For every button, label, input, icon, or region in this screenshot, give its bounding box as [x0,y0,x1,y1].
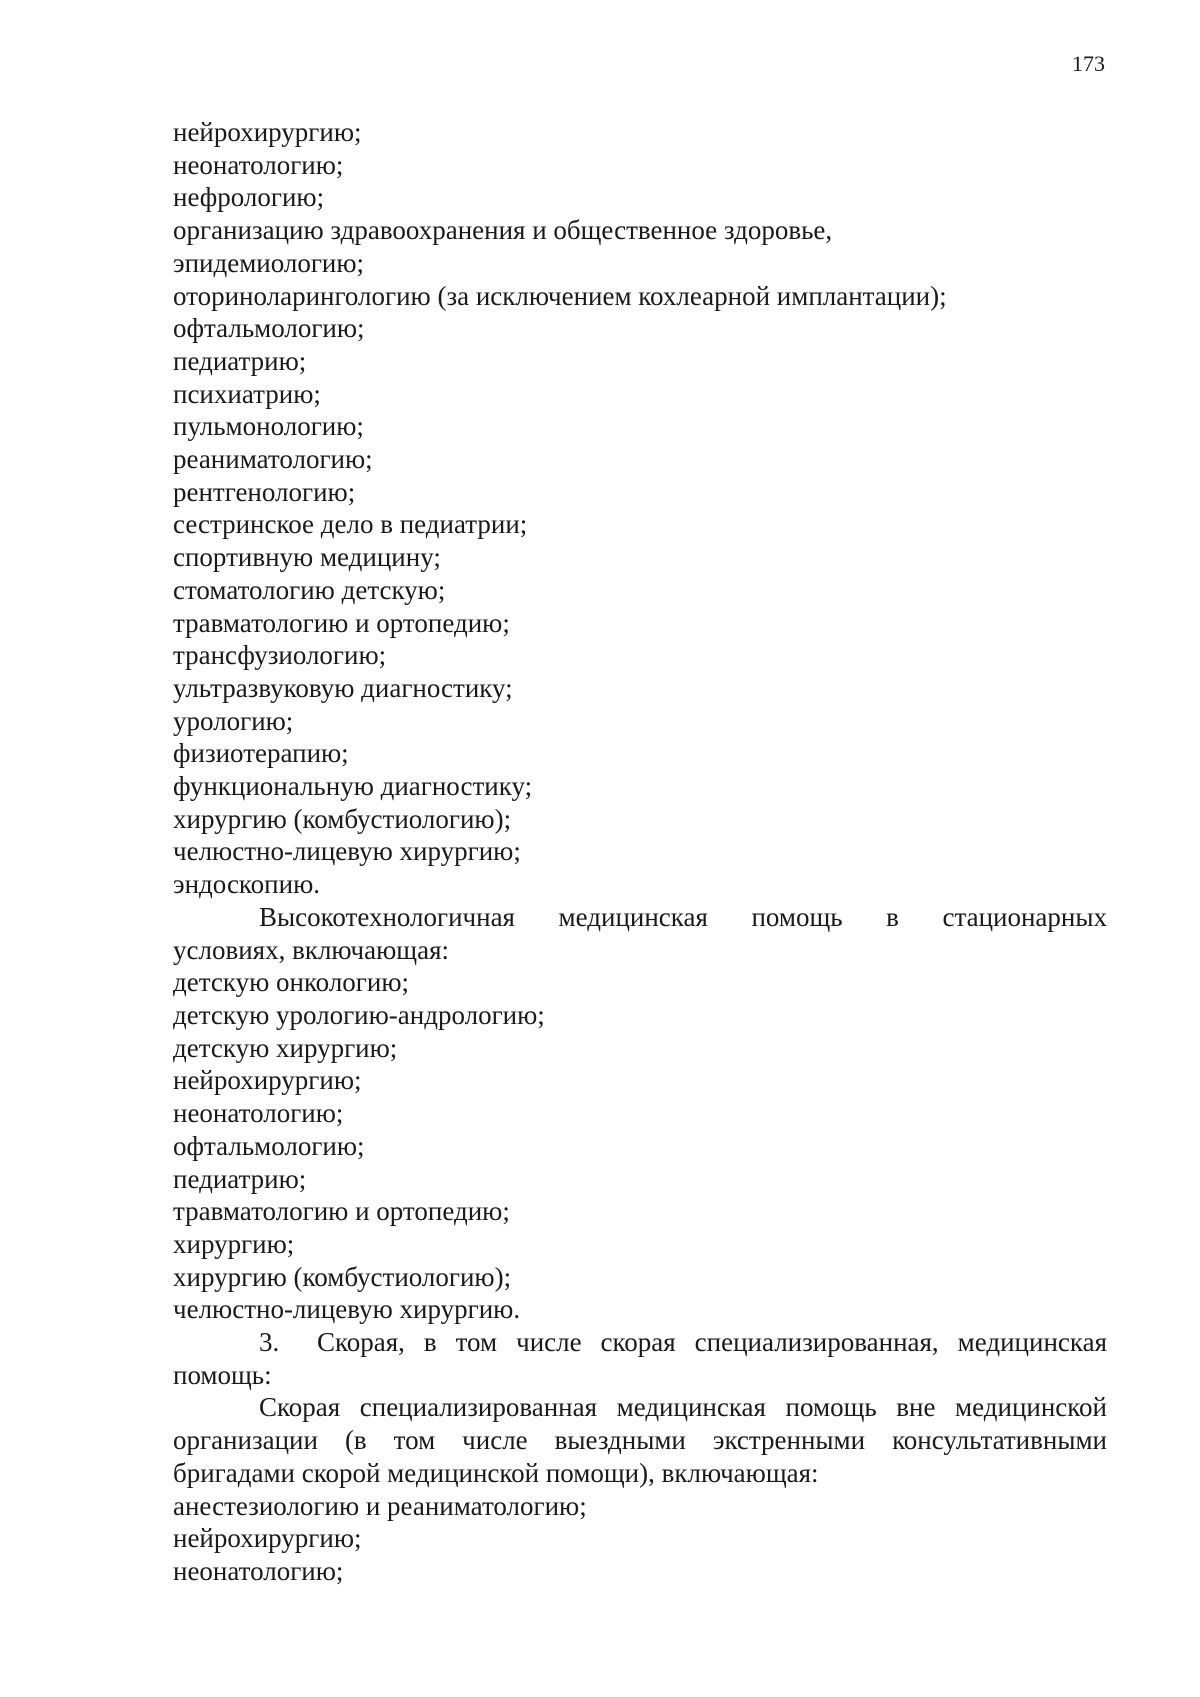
list-item: урологию; [173,705,294,736]
list-item: психиатрию; [173,378,321,409]
vmp-heading-line-1: Высокотехнологичная медицинская помощь в стационарных [259,901,1107,932]
list-item: нейрохирургию; [173,1523,362,1554]
list-item: офтальмологию; [173,1130,365,1161]
list-item: функциональную диагностику; [173,771,533,802]
specialty-list-a [173,116,1107,901]
vmp-heading-line-2: условиях, включающая: [173,934,449,965]
emergency-line-2: организации (в том числе выездными экстренными консультативными [173,1425,1107,1456]
list-item: реаниматологию; [173,444,373,475]
list-item: стоматологию детскую; [173,574,446,605]
list-item: челюстно-лицевую хирургию; [173,836,521,867]
specialty-list-b [173,966,1107,1326]
section-3-line-1 [173,1326,1107,1359]
list-item: травматологию и ортопедию; [173,1196,510,1227]
list-item: педиатрию; [173,1163,307,1194]
emergency-line-3: бригадами скорой медицинской помощи), включающая: [173,1457,819,1488]
list-item: детскую хирургию; [173,1032,398,1063]
list-item: травматологию и ортопедию; [173,607,510,638]
list-item: анестезиологию и реаниматологию; [173,1490,587,1521]
section-3-line-2: помощь: [173,1359,272,1390]
list-item: пульмонологию; [173,411,364,442]
page-number: 173 [1072,51,1105,76]
list-item: челюстно-лицевую хирургию. [173,1294,521,1325]
document-body [173,116,1107,1588]
list-item: неонатологию; [173,1098,344,1129]
list-item: физиотерапию; [173,738,349,769]
list-item: хирургию; [173,1228,295,1259]
section-number: 3. [259,1327,280,1358]
list-item: трансфузиологию; [173,640,387,671]
list-item: ультразвуковую диагностику; [173,672,513,703]
list-item: неонатологию; [173,1555,344,1586]
list-item: сестринское дело в педиатрии; [173,509,528,540]
list-item: спортивную медицину; [173,542,441,573]
list-item: педиатрию; [173,345,307,376]
list-item: офтальмологию; [173,313,365,344]
specialty-list-c [173,1490,1107,1588]
list-item: детскую онкологию; [173,967,409,998]
list-item: нейрохирургию; [173,1065,362,1096]
emergency-paragraph [173,1391,1107,1489]
list-item: нефрологию; [173,182,325,213]
list-item: детскую урологию-андрологию; [173,999,545,1030]
list-item: хирургию (комбустиологию); [173,803,512,834]
list-item: эндоскопию. [173,869,320,900]
vmp-heading [173,901,1107,966]
emergency-line-1: Скорая специализированная медицинская помощь вне медицинской [259,1392,1107,1423]
list-item: неонатологию; [173,149,344,180]
list-item: оториноларингологию (за исключением кохлеарной имплантации); [173,280,947,311]
list-item: нейрохирургию; [173,117,362,147]
list-item: рентгенологию; [173,476,356,507]
list-item: организацию здравоохранения и общественное здоровье, [173,215,833,246]
section-3-heading [173,1326,1107,1391]
section-3-title: Скорая, в том числе скорая специализированная, медицинская [317,1327,1107,1358]
list-item: эпидемиологию; [173,247,365,278]
list-item: хирургию (комбустиологию); [173,1261,512,1292]
